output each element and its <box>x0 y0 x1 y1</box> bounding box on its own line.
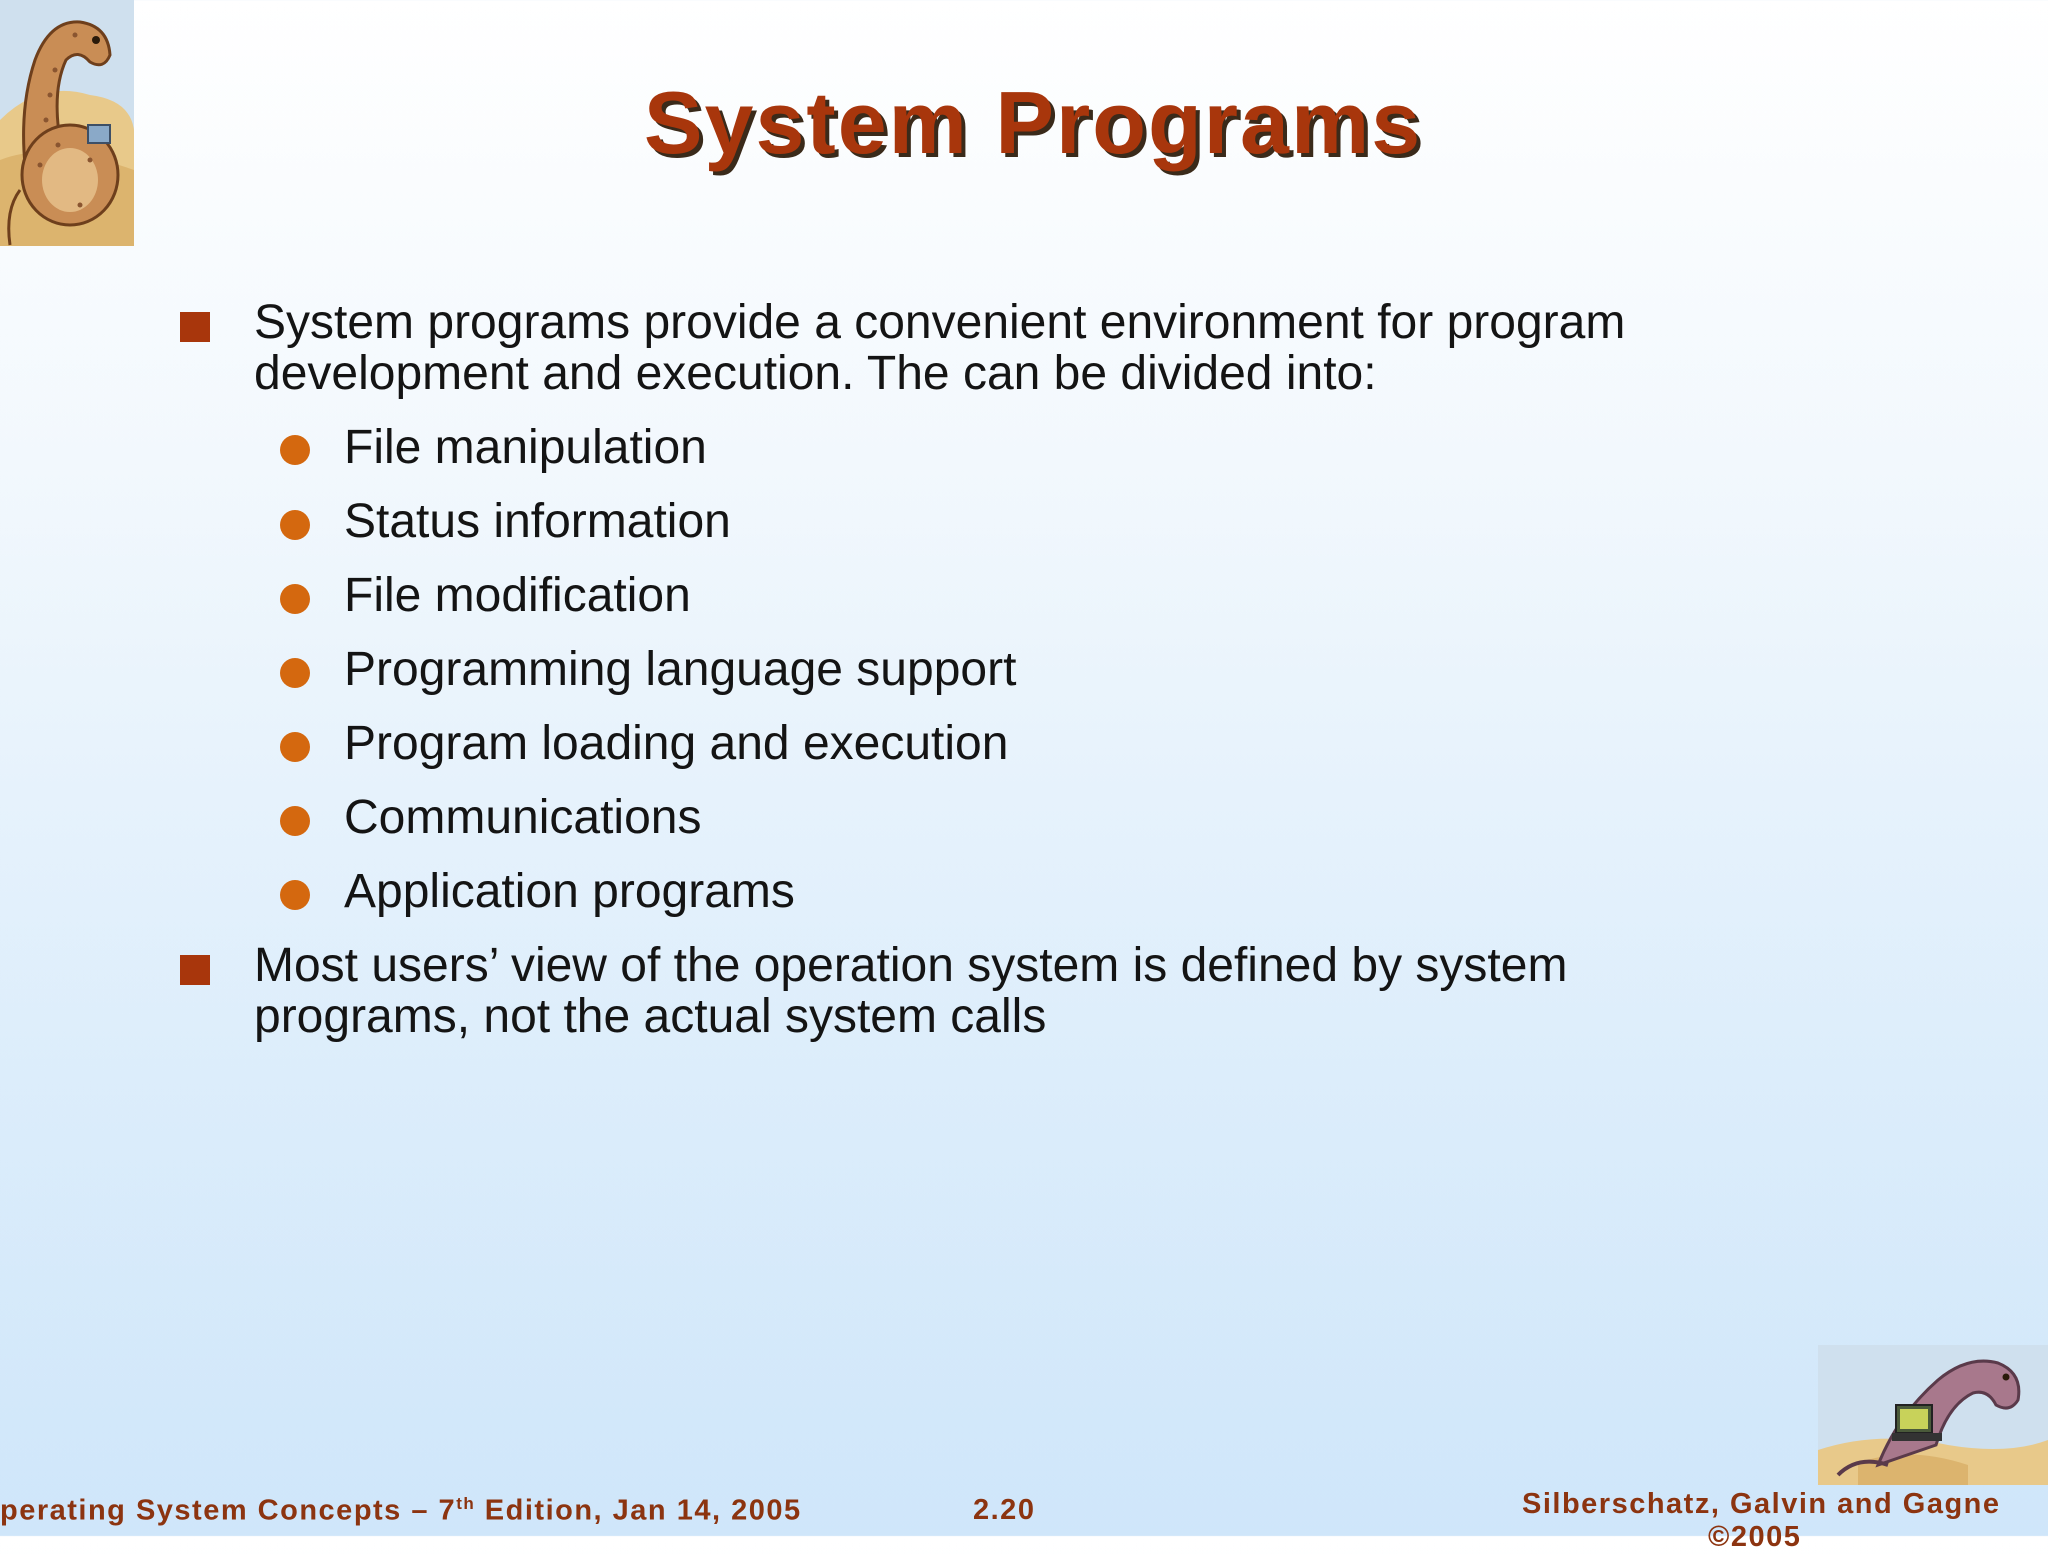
footer-page-number: 2.20 <box>973 1494 1036 1526</box>
footer-copyright: ©2005 <box>1708 1521 1802 1553</box>
round-bullet-icon <box>280 880 310 910</box>
round-bullet-icon <box>280 584 310 614</box>
square-bullet-icon <box>180 955 210 985</box>
footer-title-part: perating System Concepts – 7 <box>0 1494 457 1527</box>
bullet-1-line-2: development and execution. The can be divided into: <box>254 347 1377 400</box>
footer-book-title <box>0 1494 802 1528</box>
footer-authors: Silberschatz, Galvin and Gagne <box>1522 1488 2001 1520</box>
sub-item-communications: Communications <box>344 791 702 844</box>
round-bullet-icon <box>280 510 310 540</box>
bullet-2-line-2: programs, not the actual system calls <box>254 990 1047 1043</box>
round-bullet-icon <box>280 732 310 762</box>
slide-title: System Programs <box>643 73 1423 172</box>
bullet-1-line-1: System programs provide a convenient environment for program <box>254 296 1626 349</box>
footer-title-superscript: th <box>456 1494 476 1513</box>
sub-item-program-loading: Program loading and execution <box>344 717 1009 770</box>
round-bullet-icon <box>280 658 310 688</box>
sub-item-application-programs: Application programs <box>344 865 795 918</box>
square-bullet-icon <box>180 312 210 342</box>
sub-item-file-modification: File modification <box>344 569 691 622</box>
round-bullet-icon <box>280 806 310 836</box>
round-bullet-icon <box>280 435 310 465</box>
sub-item-programming-language-support: Programming language support <box>344 643 1017 696</box>
footer-title-edition: Edition, Jan 14, 2005 <box>475 1494 802 1527</box>
sub-item-file-manipulation: File manipulation <box>344 421 707 474</box>
bullet-2-line-1: Most users’ view of the operation system is defined by system <box>254 939 1568 992</box>
sub-item-status-information: Status information <box>344 495 731 548</box>
dinosaur-laptop-illustration-icon <box>1818 1345 2048 1485</box>
